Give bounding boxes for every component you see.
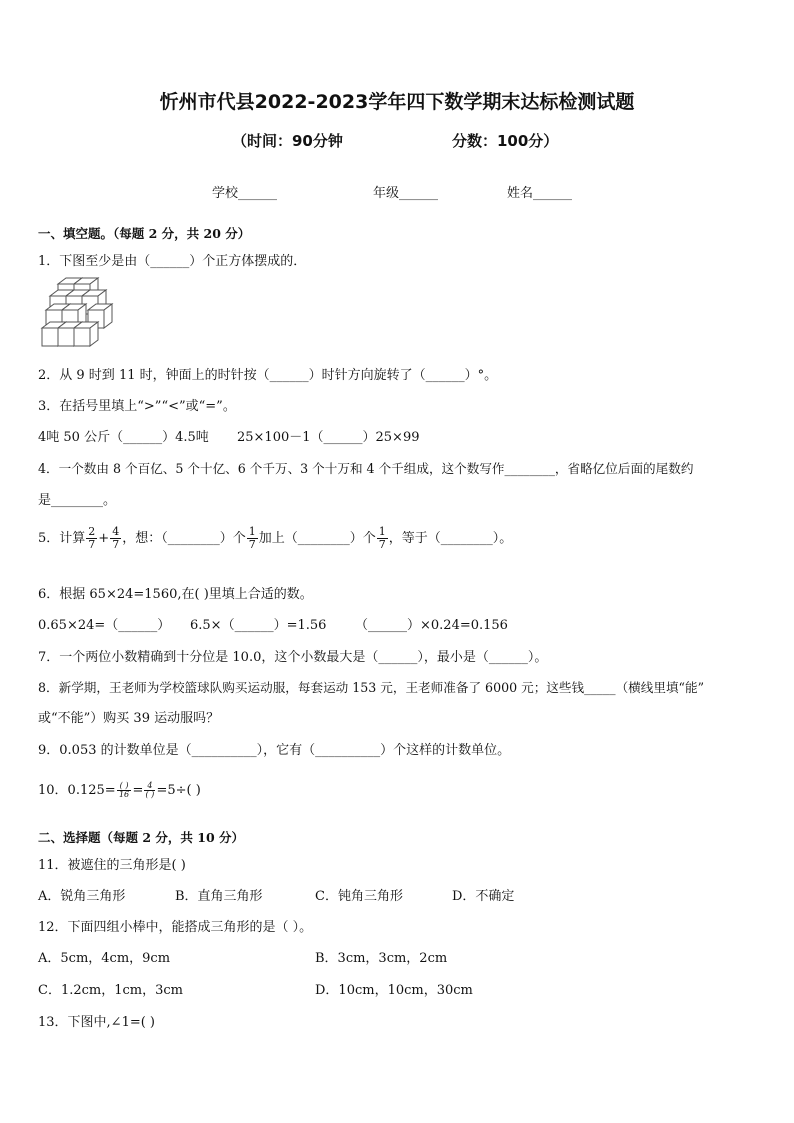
fraction: $\frac{4}{( )}$ — [145, 780, 155, 799]
option-d: D．不确定 — [452, 889, 515, 904]
question-8-line-2: 或“不能”）购买 39 运动服吗？ — [38, 711, 220, 726]
time-label: （时间：90分钟 — [232, 132, 343, 150]
question-4-line-2: 是________。 — [38, 493, 117, 508]
fraction: $\frac{4}{7}$ — [112, 525, 120, 552]
name-field: 姓名______ — [507, 186, 573, 201]
question-4-line-1: 4．一个数由 8 个百亿、5 个十亿、6 个千万、3 个十万和 4 个千组成，这个数写作________，省略亿位后面的尾数约 — [38, 461, 694, 476]
question-7: 7．一个两位小数精确到十分位是 10.0，这个小数最大是（______），最小是（______）。 — [38, 650, 548, 665]
question-3: 3．在括号里填上“>”“<”或“=”。 — [38, 399, 236, 414]
score-label: 分数：100分） — [452, 132, 559, 150]
section-heading-multiple-choice: 二、选择题（每题 2 分，共 10 分） — [38, 830, 245, 845]
page-title: 忻州市代县2022-2023学年四下数学期末达标检测试题 — [159, 91, 635, 113]
fraction: $\frac{( )}{16}$ — [117, 782, 132, 800]
question-13: 13．下图中,∠1=( ) — [38, 1015, 156, 1030]
option-a: A．5cm，4cm，9cm — [38, 951, 171, 966]
option-b: B．3cm，3cm，2cm — [315, 951, 448, 966]
fraction: $\frac{1}{7}$ — [378, 525, 386, 552]
question-11: 11．被遮住的三角形是( ) — [38, 858, 186, 873]
question-6: 6．根据 65×24=1560,在( )里填上合适的数。 — [38, 587, 313, 602]
question-3-part-a: 4吨 50 公斤（______）4.5吨 — [38, 430, 209, 445]
question-6-part-c: （______）×0.24=0.156 — [355, 618, 508, 633]
question-3-part-b: 25×100－1（______）25×99 — [237, 430, 420, 445]
option-d: D．10cm，10cm，30cm — [315, 983, 473, 998]
question-1: 1．下图至少是由（______）个正方体摆成的． — [38, 254, 307, 269]
question-12: 12．下面四组小棒中，能搭成三角形的是（ ）。 — [38, 920, 313, 935]
section-heading-fill-blank: 一、填空题。（每题 2 分，共 20 分） — [38, 226, 251, 241]
grade-field: 年级______ — [373, 186, 439, 201]
cube — [74, 322, 98, 346]
fraction: $\frac{2}{7}$ — [88, 525, 96, 552]
option-c: C．1.2cm，1cm，3cm — [38, 983, 183, 998]
question-8-line-1: 8．新学期，王老师为学校篮球队购买运动服，每套运动 153 元，王老师准备了 6000 元；这些钱_____（横线里填“能” — [38, 680, 705, 695]
question-6-part-a: 0.65×24=（______） — [38, 618, 171, 633]
q5-prefix: 5．计算 — [38, 531, 86, 547]
question-6-part-b: 6.5×（______）=1.56 — [190, 618, 327, 633]
question-10: 10．0.125= $\frac{( )}{16}$ = $\frac{4}{( )}$ =5÷( ) — [38, 780, 201, 799]
question-5: 5．计算 $\frac{2}{7}$ + $\frac{4}{7}$ ，想：（________）个 $\frac{1}{7}$ 加上（________）个 $\frac{1}{7}$ ，等于（________）。 — [38, 525, 513, 552]
school-field: 学校______ — [212, 186, 278, 201]
question-9: 9．0.053 的计数单位是（__________），它有（__________）个这样的计数单位。 — [38, 743, 511, 758]
fraction: $\frac{1}{7}$ — [248, 525, 256, 552]
option-a: A．锐角三角形 — [38, 889, 126, 904]
option-b: B．直角三角形 — [175, 889, 263, 904]
option-c: C．钝角三角形 — [315, 889, 403, 904]
cube-stack-figure — [38, 276, 124, 354]
question-2: 2．从 9 时到 11 时，钟面上的时针按（______）时针方向旋转了（______）°。 — [38, 368, 498, 383]
